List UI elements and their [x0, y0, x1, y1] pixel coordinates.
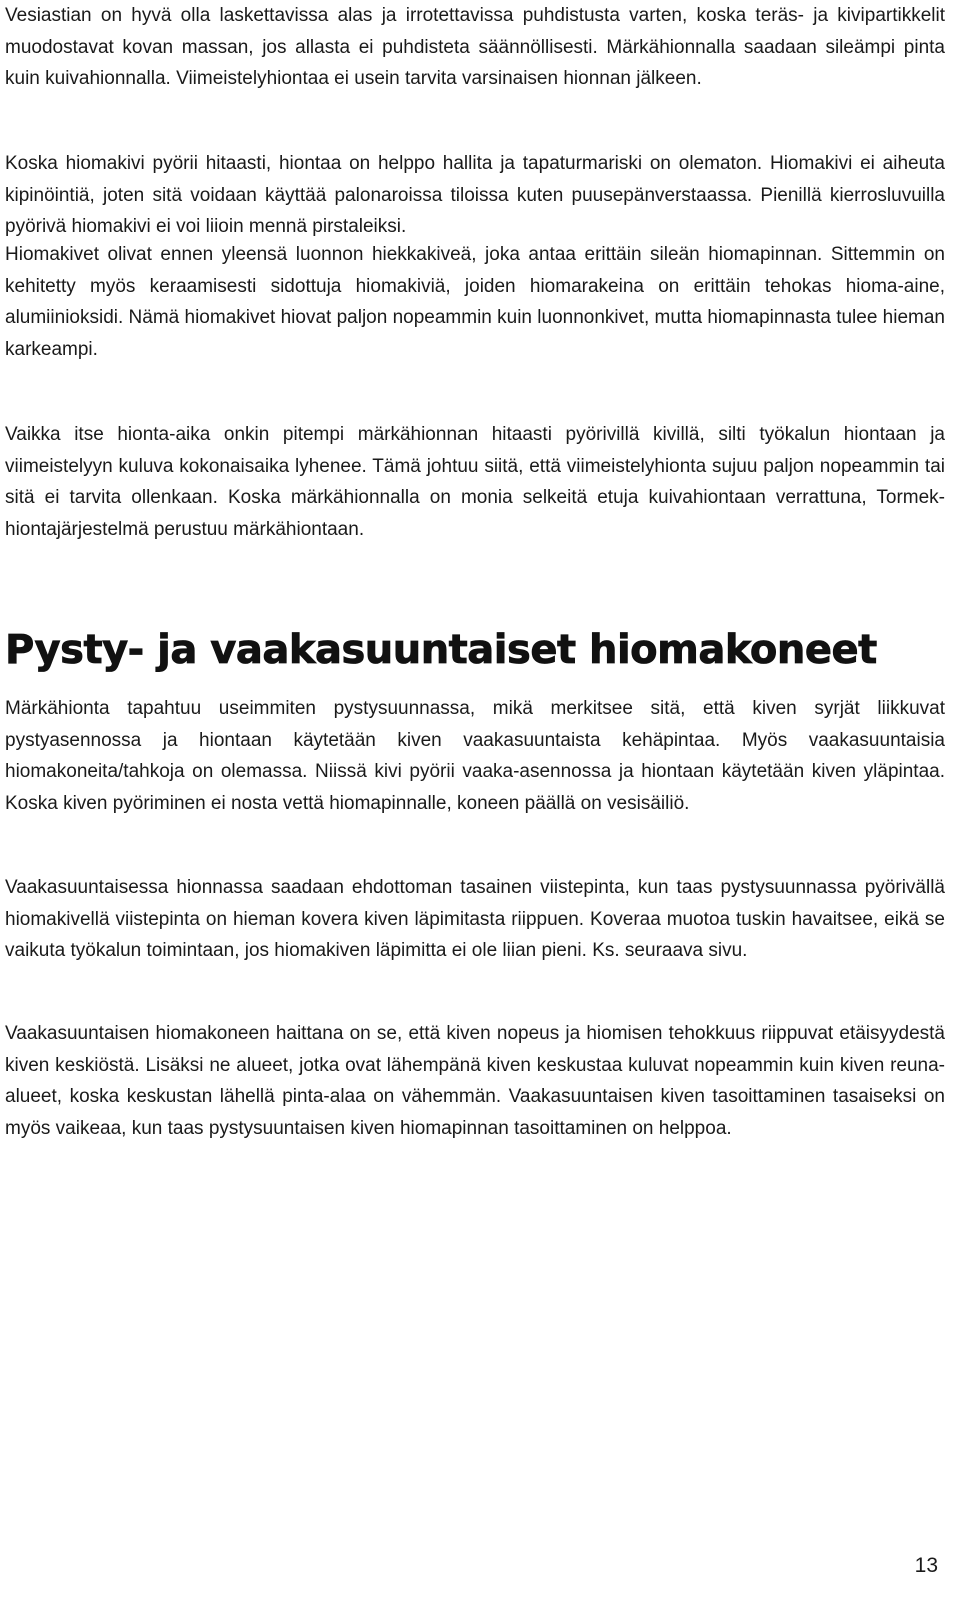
paragraph-4: Vaikka itse hionta-aika onkin pitempi märkähionnan hitaasti pyörivillä kivillä, silti työkalun hiontaan ja viimeistelyyn kuluva kokonaisaika lyhenee. Tämä johtuu siitä, että viimeistelyhionta sujuu paljon nopeammin tai sitä ei tarvita ollenkaan. Koska märkähionnalla on monia selkeitä etuja kuivahiontaan verrattuna, Tormek-hiontajärjestelmä perustuu märkähiontaan. — [5, 424, 945, 540]
paragraph-6: Vaakasuuntaisessa hionnassa saadaan ehdottoman tasainen viistepinta, kun taas pystysuunnassa pyörivällä hiomakivellä viistepinta on hieman kovera kiven läpimitasta riippuen. Koveraa muotoa tuskin havaitsee, eikä se vaikuta työkalun toimintaan, jos hiomakiven läpimitta ei ole liian pieni. Ks. seuraava sivu. — [5, 877, 945, 962]
paragraph-7: Vaakasuuntaisen hiomakoneen haittana on se, että kiven nopeus ja hiomisen tehokkuus riippuvat etäisyydestä kiven keskiöstä. Lisäksi ne alueet, jotka ovat lähempänä kiven keskustaa kuluvat nopeammin kuin kiven reuna-alueet, koska keskustan lähellä pinta-alaa on vähemmän. Vaakasuuntaisen kiven tasoittaminen tasaiseksi on myös vaikeaa, kun taas pystysuuntaisen kiven hiomapinnan tasoittaminen on helppoa. — [5, 1023, 945, 1139]
paragraph-3: Hiomakivet olivat ennen yleensä luonnon hiekkakiveä, joka antaa erittäin sileän hiomapinnan. Sittemmin on kehitetty myös keraamisesti sidottuja hiomakiviä, joiden hiomarakeina on erittäin tehokas hioma-aine, alumiinioksidi. Nämä hiomakivet hiovat paljon nopeammin kuin luonnonkivet, mutta hiomapinnasta tulee hieman karkeampi. — [5, 244, 945, 360]
section-heading: Pysty- ja vaakasuuntaiset hiomakoneet — [5, 627, 877, 673]
paragraph-5: Märkähionta tapahtuu useimmiten pystysuunnassa, mikä merkitsee sitä, että kiven syrjät liikkuvat pystyasennossa ja hiontaan käytetään kiven vaakasuuntaista kehäpintaa. Myös vaakasuuntaisia hiomakoneita/tahkoja on olemassa. Niissä kivi pyörii vaaka-asennossa ja hiontaan käytetään kiven yläpintaa. Koska kiven pyöriminen ei nosta vettä hiomapinnalle, koneen päällä on vesisäiliö. — [5, 698, 945, 814]
page-number: 13 — [914, 1554, 938, 1577]
paragraph-1: Vesiastian on hyvä olla laskettavissa alas ja irrotettavissa puhdistusta varten, koska teräs- ja kivipartikkelit muodostavat kovan massan, jos allasta ei puhdisteta säännöllisesti. Märkähionnalla saadaan sileämpi pinta kuin kuivahionnalla. Viimeistelyhiontaa ei usein tarvita varsinaisen hionnan jälkeen. — [5, 5, 945, 90]
paragraph-2: Koska hiomakivi pyörii hitaasti, hiontaa on helppo hallita ja tapaturmariski on olematon. Hiomakivi ei aiheuta kipinöintiä, joten sitä voidaan käyttää palonaroissa tiloissa kuten puusepänverstaassa. Pienillä kierrosluvuilla pyörivä hiomakivi ei voi liioin mennä pirstaleiksi. — [5, 153, 945, 238]
